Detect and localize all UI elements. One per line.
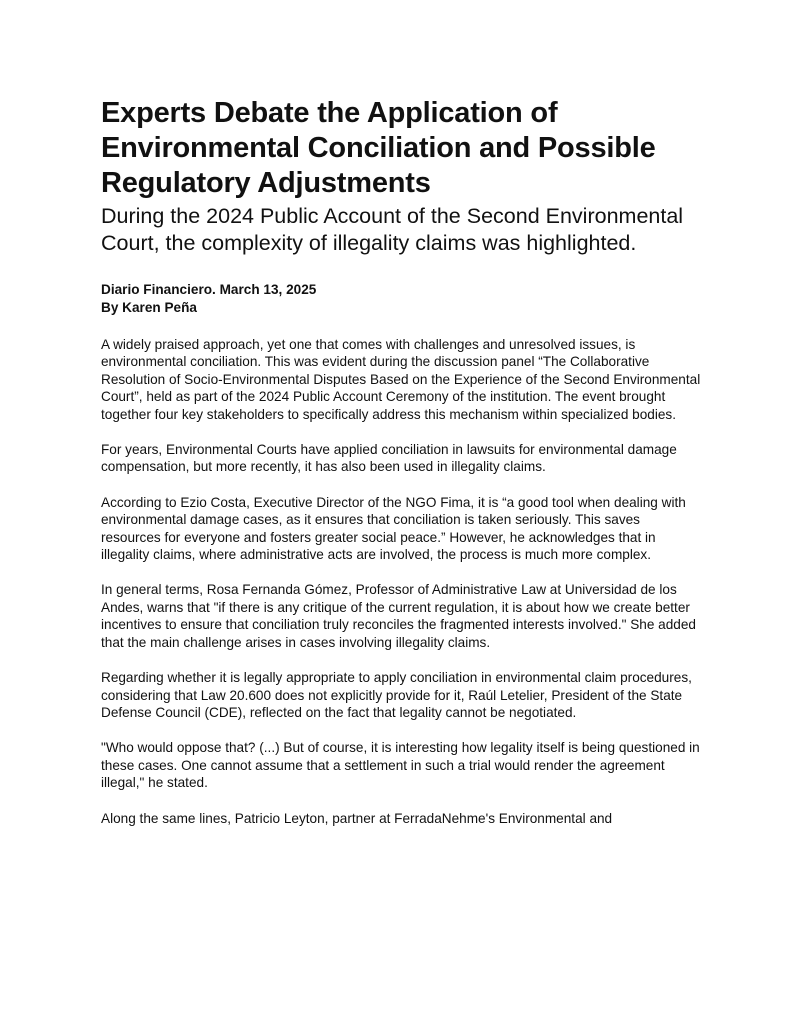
paragraph: For years, Environmental Courts have applied conciliation in lawsuits for environmental damage compensation, but more recently, it has also been used in illegality claims. bbox=[101, 442, 677, 475]
source-date: Diario Financiero. March 13, 2025 bbox=[101, 282, 317, 297]
byline: By Karen Peña bbox=[101, 300, 197, 315]
paragraph: Along the same lines, Patricio Leyton, partner at FerradaNehme's Environmental and bbox=[101, 810, 613, 826]
article-subtitle: During the 2024 Public Account of the Second Environmental Court, the complexity of illegality claims was highlighted. bbox=[101, 204, 684, 255]
article-body bbox=[101, 336, 701, 827]
paragraph: Regarding whether it is legally appropriate to apply conciliation in environmental claim procedures, considering that Law 20.600 does not explicitly provide for it, Raúl Letelier, President of the State Defense Council (CDE), reflected on the fact that legality cannot be negotiated. bbox=[101, 670, 692, 720]
paragraph: According to Ezio Costa, Executive Director of the NGO Fima, it is “a good tool when dealing with environmental damage cases, as it ensures that conciliation is taken seriously. This saves resources for everyone and fosters greater social peace.” However, he acknowledges that in illegality claims, where administrative acts are involved, the process is much more complex. bbox=[101, 494, 686, 563]
article bbox=[101, 96, 701, 845]
paragraph: In general terms, Rosa Fernanda Gómez, Professor of Administrative Law at Universidad de los Andes, warns that "if there is any critique of the current regulation, it is about how we create better incentives to ensure that conciliation truly reconciles the fragmented interests involved." She added that the main challenge arises in cases involving illegality claims. bbox=[101, 582, 696, 650]
article-meta bbox=[101, 281, 701, 317]
paragraph: "Who would oppose that? (...) But of course, it is interesting how legality itself is being questioned in these cases. One cannot assume that a settlement in such a trial would render the agreement illegal," he stated. bbox=[101, 740, 700, 791]
article-title: Experts Debate the Application of Environmental Conciliation and Possible Regulatory Adjustments bbox=[101, 97, 656, 199]
paragraph: A widely praised approach, yet one that comes with challenges and unresolved issues, is environmental conciliation. This was evident during the discussion panel “The Collaborative Resolution of Socio-Environmental Disputes Based on the Experience of the Second Environmental Court”, held as part of the 2024 Public Account Ceremony of the institution. The event brought together four key stakeholders to specifically address this mechanism within specialized bodies. bbox=[101, 337, 701, 422]
